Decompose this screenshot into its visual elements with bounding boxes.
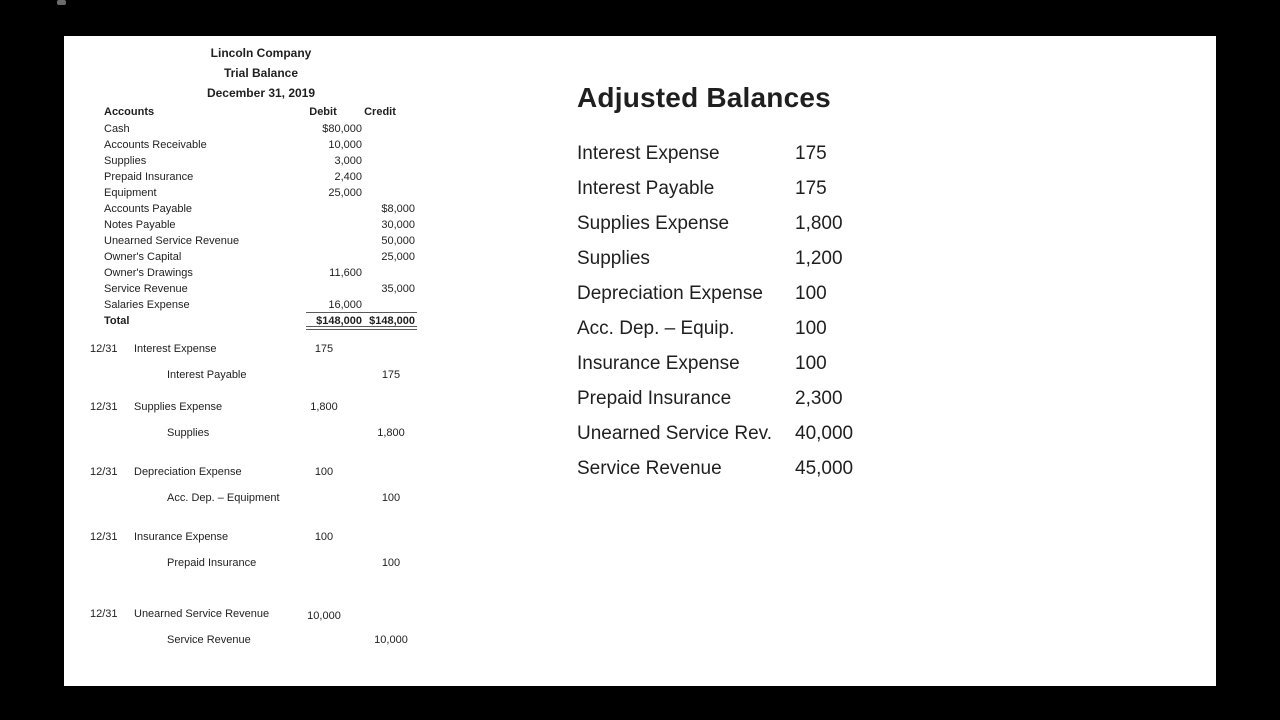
table-row — [104, 233, 464, 249]
table-row — [104, 137, 464, 153]
account-name: Owner's Drawings — [104, 267, 193, 279]
journal-entry-credit-line — [64, 490, 484, 506]
table-row — [104, 185, 464, 201]
account-name: Supplies Expense — [577, 213, 730, 234]
list-item — [577, 311, 957, 346]
account-name: Unearned Service Rev. — [577, 423, 773, 444]
account-amount: 175 — [795, 178, 827, 199]
journal-entry-debit-line — [64, 464, 484, 480]
credit-amount: 25,000 — [381, 251, 415, 263]
table-row — [104, 249, 464, 265]
journal-entry-debit-line — [64, 341, 484, 357]
adjusted-balances-title: Adjusted Balances — [577, 82, 831, 113]
debit-account: Insurance Expense — [134, 531, 229, 543]
debit-amount: 10,000 — [328, 139, 362, 151]
account-amount: 100 — [795, 318, 827, 339]
credit-account: Prepaid Insurance — [167, 557, 257, 569]
account-amount: 1,800 — [795, 213, 843, 234]
journal-entry-debit-line — [64, 529, 484, 545]
journal-entry-credit-line — [64, 425, 484, 441]
account-name: Depreciation Expense — [577, 283, 763, 304]
table-row — [104, 153, 464, 169]
list-item — [577, 241, 957, 276]
table-row — [104, 201, 464, 217]
statement-date: December 31, 2019 — [206, 86, 316, 100]
entry-date: 12/31 — [90, 466, 118, 478]
debit-amount: 11,600 — [329, 267, 362, 279]
list-item — [577, 136, 957, 171]
account-name: Unearned Service Revenue — [104, 235, 240, 247]
debit-amount: 10,000 — [307, 610, 341, 622]
account-amount: 2,300 — [795, 388, 843, 409]
table-row — [104, 265, 464, 281]
credit-amount: 175 — [381, 369, 401, 381]
account-name: Equipment — [104, 187, 157, 199]
credit-amount: 35,000 — [381, 283, 415, 295]
table-header-row — [104, 104, 464, 120]
journal-entry-debit-line — [64, 399, 484, 415]
list-item — [577, 381, 957, 416]
account-amount: 45,000 — [795, 458, 854, 479]
debit-account: Unearned Service Revenue — [134, 608, 270, 620]
debit-amount: 2,400 — [334, 171, 362, 183]
account-name: Cash — [104, 123, 130, 135]
debit-amount: 100 — [314, 531, 334, 543]
credit-amount: 100 — [381, 557, 401, 569]
account-name: Service Revenue — [577, 458, 722, 479]
list-item — [577, 206, 957, 241]
totals-double-rule — [306, 326, 417, 330]
debit-amount: 100 — [314, 466, 334, 478]
column-header-credit: Credit — [364, 106, 396, 118]
account-name: Interest Expense — [577, 143, 720, 164]
account-amount: 100 — [795, 283, 827, 304]
account-name: Service Revenue — [104, 283, 188, 295]
journal-entry-credit-line — [64, 632, 484, 648]
credit-amount: 100 — [381, 492, 401, 504]
credit-amount: 10,000 — [374, 634, 408, 646]
entry-date: 12/31 — [90, 401, 118, 413]
credit-amount: 1,800 — [377, 427, 405, 439]
account-name: Accounts Receivable — [104, 139, 207, 151]
account-name: Prepaid Insurance — [104, 171, 194, 183]
list-item — [577, 451, 957, 486]
list-item — [577, 346, 957, 381]
account-name: Accounts Payable — [104, 203, 193, 215]
entry-date: 12/31 — [90, 343, 118, 355]
credit-amount: $148,000 — [369, 315, 415, 327]
statement-title: Trial Balance — [223, 66, 299, 80]
list-item — [577, 171, 957, 206]
credit-account: Acc. Dep. – Equipment — [167, 492, 280, 504]
account-name: Salaries Expense — [104, 299, 190, 311]
journal-entry-credit-line — [64, 555, 484, 571]
debit-account: Depreciation Expense — [134, 466, 242, 478]
account-name: Insurance Expense — [577, 353, 740, 374]
account-name: Interest Payable — [577, 178, 715, 199]
debit-amount: 1,800 — [310, 401, 338, 413]
trial-balance-title-block — [101, 43, 421, 103]
video-artifact-speck — [57, 0, 66, 5]
credit-account: Supplies — [167, 427, 210, 439]
company-name: Lincoln Company — [210, 46, 312, 60]
account-name: Total — [104, 315, 130, 327]
entry-date: 12/31 — [90, 531, 118, 543]
account-name: Owner's Capital — [104, 251, 182, 263]
debit-amount: $148,000 — [316, 315, 362, 327]
debit-amount: 25,000 — [328, 187, 362, 199]
account-name: Prepaid Insurance — [577, 388, 732, 409]
credit-amount: 30,000 — [381, 219, 415, 231]
journal-entry-credit-line — [64, 367, 484, 383]
debit-amount: 175 — [314, 343, 334, 355]
table-row — [104, 281, 464, 297]
list-item — [577, 416, 957, 451]
debit-amount: $80,000 — [322, 123, 362, 135]
table-row — [104, 169, 464, 185]
account-name: Notes Payable — [104, 219, 176, 231]
debit-account: Supplies Expense — [134, 401, 223, 413]
credit-account: Interest Payable — [167, 369, 247, 381]
account-name: Acc. Dep. – Equip. — [577, 318, 735, 339]
credit-amount: $8,000 — [381, 203, 415, 215]
entry-date: 12/31 — [90, 608, 118, 620]
account-amount: 40,000 — [795, 423, 854, 444]
table-row — [104, 297, 464, 313]
adjusted-balances-list — [577, 136, 957, 486]
debit-amount: 3,000 — [334, 155, 362, 167]
column-header-debit: Debit — [309, 106, 337, 118]
credit-account: Service Revenue — [167, 634, 251, 646]
account-name: Supplies — [577, 248, 650, 269]
table-row — [104, 121, 464, 137]
presentation-slide — [64, 36, 1216, 686]
column-header-accounts: Accounts — [104, 106, 155, 118]
account-amount: 175 — [795, 143, 827, 164]
debit-amount: 16,000 — [328, 299, 362, 311]
account-amount: 100 — [795, 353, 827, 374]
account-amount: 1,200 — [795, 248, 843, 269]
account-name: Supplies — [104, 155, 147, 167]
debit-account: Interest Expense — [134, 343, 217, 355]
table-row — [104, 217, 464, 233]
credit-amount: 50,000 — [381, 235, 415, 247]
journal-entry-debit-line — [64, 606, 484, 622]
list-item — [577, 276, 957, 311]
